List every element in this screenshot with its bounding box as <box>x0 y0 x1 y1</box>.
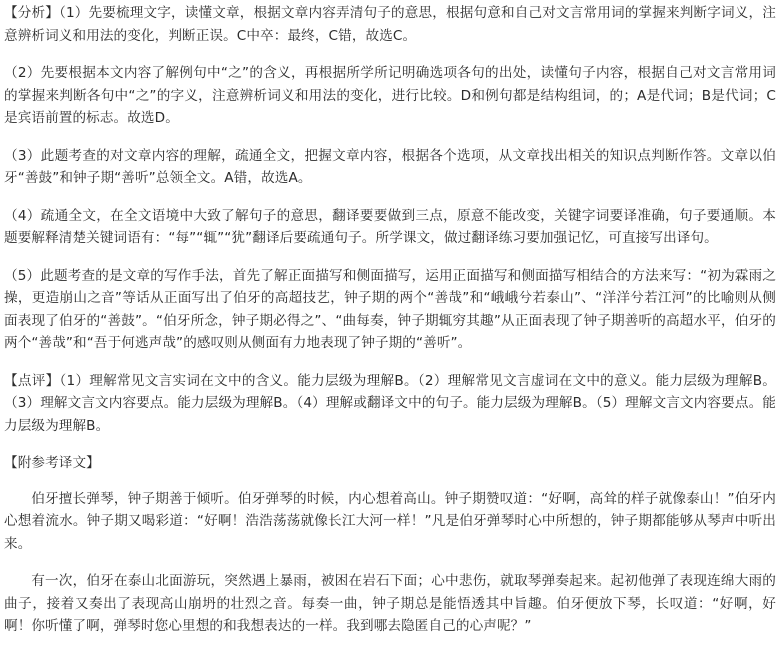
translation-heading: 【附参考译文】 <box>4 455 100 471</box>
translation-paragraph-2: 有一次，伯牙在泰山北面游玩，突然遇上暴雨，被困在岩石下面；心中悲伤，就取琴弹奏起来。起初他弹了表现连绵大雨的曲子，接着又奏出了表现高山崩坍的壮烈之音。每奏一曲，钟子期总是能悟透其中旨趣。伯牙便放下琴，长叹道：“好啊，好啊！你听懂了啊，弹琴时您心里想的和我想表达的一样。我到哪去隐匿自己的心声呢？” <box>4 573 776 634</box>
analysis-paragraph-2: （2）先要根据本文内容了解例句中“之”的含义，再根据所学所记明确选项各句的出处，读懂句子内容，根据自己对文言常用词的掌握来判断各句中“之”的字义，注意辨析词义和用法的变化，进行比较。D和例句都是结构组词，的；A是代词；B是代词；C是宾语前置的标志。故选D。 <box>4 65 776 126</box>
translation-paragraph-1: 伯牙擅长弹琴，钟子期善于倾听。伯牙弹琴的时候，内心想着高山。钟子期赞叹道：“好啊，高耸的样子就像泰山！”伯牙内心想着流水。钟子期又喝彩道：“好啊！浩浩荡荡就像长江大河一样！”凡是伯牙弹琴时心中所想的，钟子期都能够从琴声中听出来。 <box>4 490 776 552</box>
analysis-paragraph-1: 【分析】（1）先要梳理文字，读懂文章，根据文章内容弄清句子的意思，根据句意和自己对文言常用词的掌握来判断字词义，注意辨析词义和用法的变化，判断正误。C中卒：最终，C错，故选C。 <box>4 5 776 44</box>
comment-paragraph: 【点评】（1）理解常见文言实词在文中的含义。能力层级为理解B。（2）理解常见文言虚词在文中的意义。能力层级为理解B。（3）理解文言文内容要点。能力层级为理解B。（4）理解或翻译文中的句子。能力层级为理解B。（5）理解文言文内容要点。能力层级为理解B。 <box>4 372 776 434</box>
analysis-paragraph-3: （3）此题考查的对文章内容的理解，疏通全文，把握文章内容，根据各个选项，从文章找出相关的知识点判断作答。文章以伯牙“善鼓”和钟子期“善听”总领全文。A错，故选A。 <box>4 147 776 186</box>
analysis-paragraph-4: （4）疏通全文，在全文语境中大致了解句子的意思，翻译要要做到三点，原意不能改变，关键字词要译准确，句子要通顺。本题要解释清楚关键词语有：“每”“辄”“犹”翻译后要疏通句子。所学课文，做过翻译练习要加强记忆，可直接写出译句。 <box>4 207 776 246</box>
analysis-paragraph-5: （5）此题考查的是文章的写作手法，首先了解正面描写和侧面描写，运用正面描写和侧面描写相结合的方法来写：“初为霖雨之操，更造崩山之音”等话从正面写出了伯牙的高超技艺，钟子期的两个“善哉”和“峨峨兮若泰山”、“洋洋兮若江河”的比喻则从侧面表现了伯牙的“善鼓”。“伯牙所念，钟子期必得之”、“曲每奏，钟子期辄穷其趣”从正面表现了钟子期善听的高超水平，伯牙的两个“善哉”和“吾于何逃声哉”的感叹则从侧面有力地表现了钟子期的“善听”。 <box>4 267 776 351</box>
